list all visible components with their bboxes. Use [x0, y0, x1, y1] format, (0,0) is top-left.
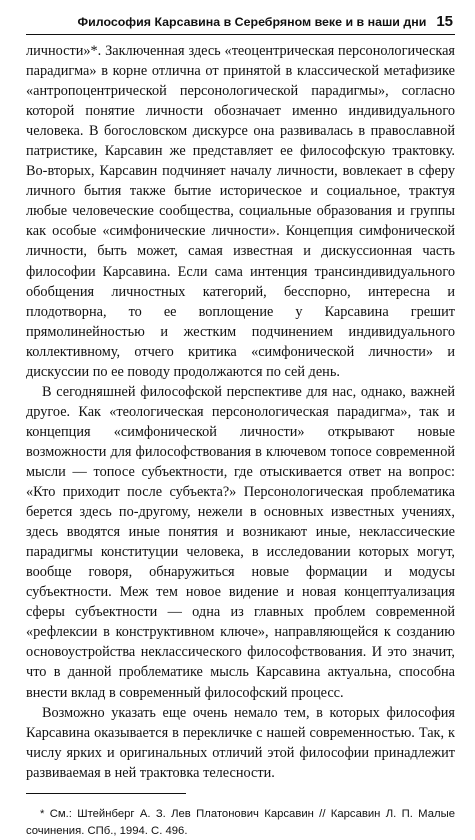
main-text [26, 41, 455, 783]
paragraph-1: личности»*. Заключенная здесь «теоцентрическая персонологическая парадигма» в корне отлична от принятой в классической метафизике «антропоцентрической персонологической парадигмы», согласно которой понятие личности обозначает именно индивидуального человека. В богословском дискурсе она развивалась в православной патристике, Карсавин же представляет ее философскую трактовку. Во-вторых, Карсавин подчиняет началу личности, вовлекает в сферу личного бытия также бытие историческое и социальное, трактуя любые человеческие сообщества, социальные образования и группы как особые «симфонические личности». Концепция симфонической личности, быть может, самая известная и дискуссионная часть философии Карсавина. Если сама интенция трансиндивидуального обобщения личностных категорий, бесспорно, интересна и плодотворна, то ее воплощение у Карсавина грешит прямолинейностью и жестким подчинением индивидуального коллективному, отчего критика «симфонической личности» и дискуссии по ее поводу продолжаются по сей день. [26, 43, 455, 380]
page-number: 15 [436, 13, 453, 30]
header-rule [26, 34, 455, 35]
paragraph-2: В сегодняшней философской перспективе для нас, однако, важней другое. Как «теологическая персонологическая парадигма», так и концепция «симфонической личности» открывают новые возможности для философствования в ключевом топосе современной мысли — топосе субъектности, где отыскивается ответ на вопрос: «Кто приходит после субъекта?» Персонологическая проблематика берется здесь по-другому, нежели в основных известных учениях, здесь вводятся иные понятия и возникают иные, неклассические парадигмы конституции человека, в исследовании которых могут, вообще говоря, обнаружиться новые формации и модусы субъектности. Меж тем новое видение и новая концептуализация сферы субъектности — одна из главных проблем современной «рефлексии в конструктивном ключе», направляющейся к созданию основоустройства неклассического философствования. И это значит, что в данной проблематике мысль Карсавина актуальна, способна внести вклад в современный философский процесс. [26, 383, 455, 701]
running-head [26, 14, 455, 30]
paragraph-3: Возможно указать еще очень немало тем, в которых философия Карсавина оказывается в перекличке с нашей современностью. Так, к числу ярких и оригинальных отличий этой философии принадлежит развиваемая в ней трактовка телесности. [26, 704, 455, 781]
footnote-rule [26, 793, 186, 794]
running-title: Философия Карсавина в Серебряном веке и в наши дни [77, 15, 427, 29]
footnote: * См.: Штейнберг А. З. Лев Платонович Карсавин // Карсавин Л. П. Малые сочинения. СПб., 1994. С. 496. [26, 807, 455, 837]
